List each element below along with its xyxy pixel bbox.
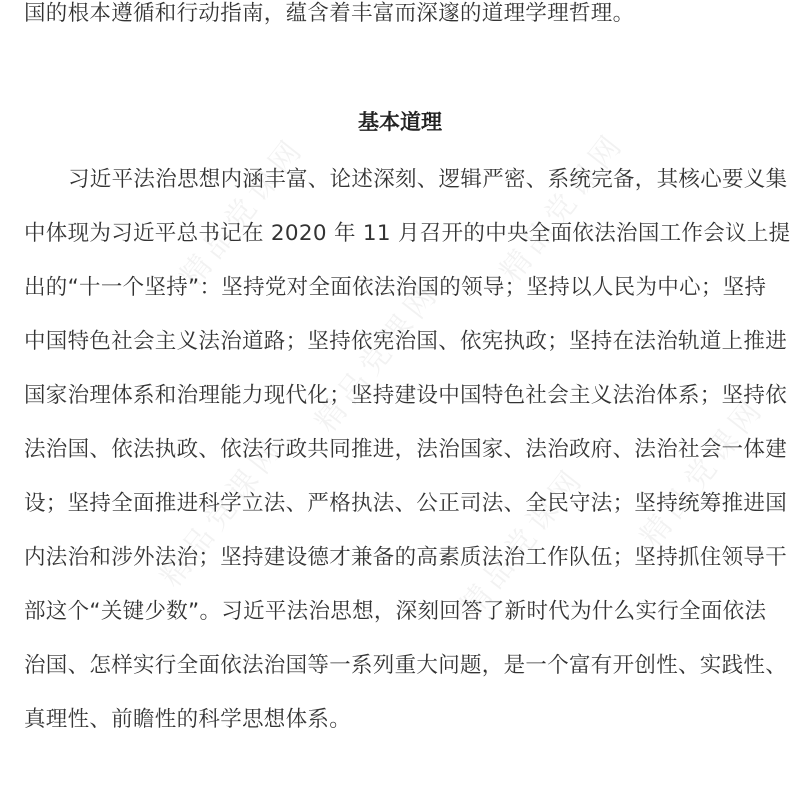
paragraph-line: 部这个“关键少数”。习近平法治思想，深刻回答了新时代为什么实行全面依法: [24, 599, 767, 624]
paragraph-line: 内法治和涉外法治；坚持建设德才兼备的高素质法治工作队伍；坚持抓住领导干: [24, 545, 788, 570]
intro-tail-line: 国的根本遵循和行动指南，蕴含着丰富而深邃的道理学理哲理。: [24, 1, 635, 26]
watermark: 精品党课网: [633, 390, 772, 554]
paragraph-line: 治国、怎样实行全面依法治国等一系列重大问题，是一个富有开创性、实践性、: [24, 653, 788, 678]
watermark: 精品党课网: [173, 130, 312, 294]
watermark: 精品党课网: [453, 460, 592, 624]
section-heading: 基本道理: [358, 110, 442, 134]
paragraph-line: 法治国、依法执政、依法行政共同推进，法治国家、法治政府、法治社会一体建: [24, 437, 788, 462]
watermark: 精品党课网: [493, 125, 632, 289]
paragraph-line: 设；坚持全面推进科学立法、严格执法、公正司法、全民守法；坚持统筹推进国: [24, 491, 788, 516]
paragraph-line: 出的“十一个坚持”：坚持党对全面依法治国的领导；坚持以人民为中心；坚持: [24, 275, 767, 300]
paragraph-line: 中体现为习近平总书记在 2020 年 11 月召开的中央全面依法治国工作会议上提: [24, 221, 791, 246]
paragraph-line: 中国特色社会主义法治道路；坚持依宪治国、依宪执政；坚持在法治轨道上推进: [24, 329, 788, 354]
paragraph-line: 习近平法治思想内涵丰富、论述深刻、逻辑严密、系统完备，其核心要义集: [68, 167, 788, 192]
watermark: 精品党课网: [153, 430, 292, 594]
paragraph-line: 国家治理体系和治理能力现代化；坚持建设中国特色社会主义法治体系；坚持依: [24, 383, 788, 408]
paragraph-line: 真理性、前瞻性的科学思想体系。: [24, 707, 352, 732]
watermark: 精品党课网: [308, 275, 447, 439]
